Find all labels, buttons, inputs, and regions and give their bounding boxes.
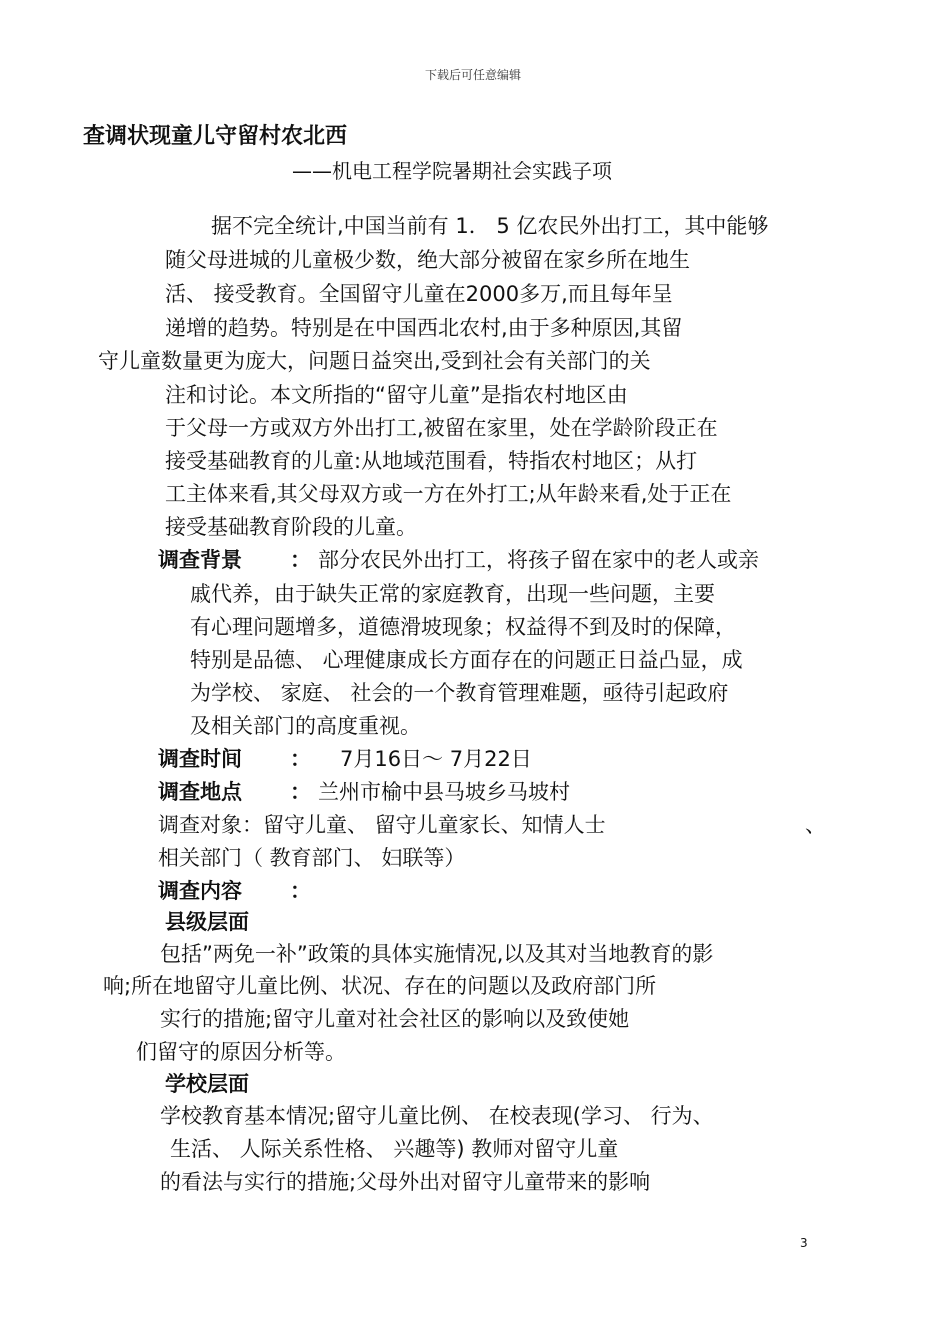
background-line: 有心理问题增多，道德滑坡现象；权益得不到及时的保障， xyxy=(190,615,736,639)
intro-line: 据不完全统计,中国当前有 1． 5 亿农民外出打工，其中能够 xyxy=(211,214,769,238)
document-title: 查调状现童儿守留村农北西 xyxy=(83,124,348,149)
time-value: 7月16日～ 7月22日 xyxy=(340,747,532,771)
place-label: 调查地点 xyxy=(158,780,242,804)
county-line: 包括”两免一补”政策的具体实施情况,以及其对当地教育的影 xyxy=(160,942,714,966)
content-label: 调查内容 xyxy=(158,879,242,903)
background-line: 特别是品德、 心理健康成长方面存在的问题正日益凸显，成 xyxy=(190,648,743,672)
county-line: 响;所在地留守儿童比例、状况、存在的问题以及政府部门所 xyxy=(103,974,657,998)
county-line: 实行的措施;留守儿童对社会社区的影响以及致使她 xyxy=(160,1007,630,1031)
content-colon: ： xyxy=(290,879,311,903)
background-line: 部分农民外出打工，将孩子留在家中的老人或亲 xyxy=(318,548,759,572)
county-line: 们留守的原因分析等。 xyxy=(136,1040,346,1064)
place-colon: ： xyxy=(290,780,311,804)
intro-line: 接受基础教育阶段的儿童。 xyxy=(165,515,417,539)
page-number: 3 xyxy=(800,1236,808,1250)
county-heading: 县级层面 xyxy=(165,910,249,934)
background-colon: ： xyxy=(290,548,311,572)
intro-line: 于父母一方或双方外出打工,被留在家里，处在学龄阶段正在 xyxy=(165,416,718,440)
page-header: 下载后可任意编辑 xyxy=(425,68,522,82)
school-heading: 学校层面 xyxy=(165,1072,249,1096)
school-line: 学校教育基本情况;留守儿童比例、 在校表现(学习、 行为、 xyxy=(160,1104,714,1128)
background-label: 调查背景 xyxy=(158,548,242,572)
target-line: 相关部门（ 教育部门、 妇联等） xyxy=(158,846,466,870)
document-subtitle: ——机电工程学院暑期社会实践子项 xyxy=(292,159,612,183)
time-label: 调查时间 xyxy=(158,747,242,771)
background-line: 及相关部门的高度重视。 xyxy=(190,714,421,738)
intro-line: 随父母进城的儿童极少数，绝大部分被留在家乡所在地生 xyxy=(165,248,690,272)
school-line: 生活、 人际关系性格、 兴趣等) 教师对留守儿童 xyxy=(170,1137,619,1161)
school-line: 的看法与实行的措施;父母外出对留守儿童带来的影响 xyxy=(160,1170,651,1194)
intro-line: 守儿童数量更为庞大，问题日益突出,受到社会有关部门的关 xyxy=(98,349,651,373)
background-line: 为学校、 家庭、 社会的一个教育管理难题，亟待引起政府 xyxy=(190,681,729,705)
intro-line: 递增的趋势。特别是在中国西北农村,由于多种原因,其留 xyxy=(165,316,683,340)
place-value: 兰州市榆中县马坡乡马坡村 xyxy=(318,780,570,804)
intro-line: 活、 接受教育。全国留守儿童在2000多万,而且每年呈 xyxy=(165,282,673,306)
intro-line: 工主体来看,其父母双方或一方在外打工;从年龄来看,处于正在 xyxy=(165,482,732,506)
time-colon: ： xyxy=(290,747,311,771)
intro-line: 注和讨论。本文所指的“留守儿童”是指农村地区由 xyxy=(165,383,628,407)
intro-line: 接受基础教育的儿童:从地域范围看，特指农村地区；从打 xyxy=(165,449,698,473)
target-line-end: 、 xyxy=(805,813,826,837)
background-line: 戚代养，由于缺失正常的家庭教育，出现一些问题，主要 xyxy=(190,582,715,606)
target-line: 调查对象：留守儿童、 留守儿童家长、知情人士 xyxy=(158,813,606,837)
